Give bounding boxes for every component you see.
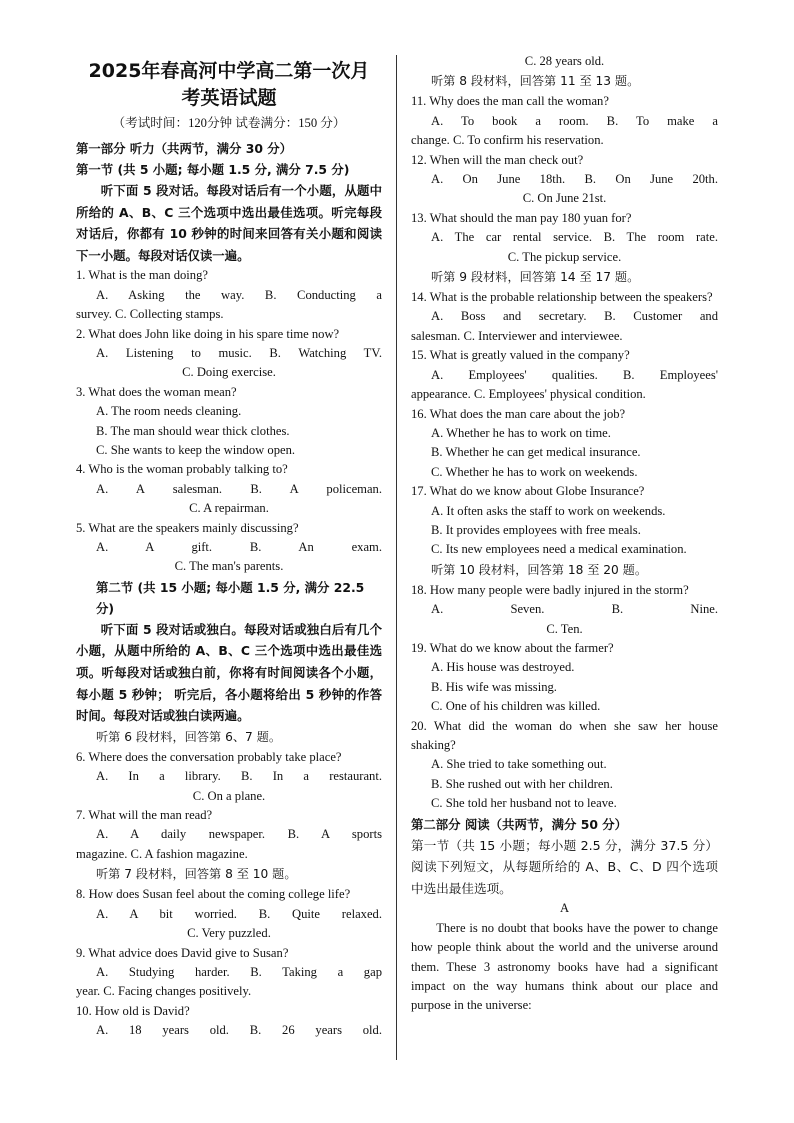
question-7-options-cont: magazine. C. A fashion magazine.: [76, 846, 248, 861]
question-13-options: A. The car rental service. B. The room rate.: [431, 230, 718, 245]
question-11-options-cont: change. C. To confirm his reservation.: [411, 133, 604, 148]
material-7-intro: 听第 7 段材料，回答第 8 至 10 题。: [96, 867, 297, 882]
question-18-option-c: C. Ten.: [546, 621, 583, 636]
question-10-options: A. 18 years old. B. 26 years old.: [96, 1023, 382, 1038]
question-5-option-c: C. The man's parents.: [174, 559, 284, 574]
question-11: 11. Why does the man call the woman?: [411, 94, 609, 109]
question-20-option-a: A. She tried to take something out.: [431, 757, 607, 772]
question-2-option-c: C. Doing exercise.: [182, 365, 276, 380]
question-17-option-c: C. Its new employees need a medical examination.: [431, 542, 687, 557]
part2-heading: 第二部分 阅读（共两节，满分 50 分）: [411, 816, 628, 832]
question-19: 19. What do we know about the farmer?: [411, 640, 614, 655]
question-12-option-c: C. On June 21st.: [522, 191, 607, 206]
question-13-option-c: C. The pickup service.: [507, 249, 622, 264]
question-12: 12. When will the man check out?: [411, 152, 584, 167]
question-4-option-c: C. A repairman.: [189, 501, 269, 516]
question-1-options: A. Asking the way. B. Conducting a: [96, 287, 382, 302]
question-18-options: A. Seven. B. Nine.: [431, 602, 718, 617]
question-19-option-a: A. His house was destroyed.: [431, 660, 575, 675]
question-5-options: A. A gift. B. An exam.: [96, 540, 382, 555]
question-3: 3. What does the woman mean?: [76, 384, 237, 399]
passage-a-text: There is no doubt that books have the power to change how people think about the world and the universe around them. These 3 astronomy books have had a significant impact on the way humans think about our place and purpose in the universe:: [411, 920, 718, 1013]
right-column: [411, 52, 718, 1016]
question-3-option-a: A. The room needs cleaning.: [96, 404, 242, 419]
question-5: 5. What are the speakers mainly discussing?: [76, 520, 299, 535]
question-12-options: A. On June 18th. B. On June 20th.: [431, 172, 718, 187]
question-2: 2. What does John like doing in his spare time now?: [76, 326, 340, 341]
material-6-intro: 听第 6 段材料，回答第 6、7 题。: [96, 729, 282, 744]
part1-sec1-heading: 第一节 (共 5 小题; 每小题 1.5 分, 满分 7.5 分): [76, 162, 350, 177]
part2-sec1-heading: 第一节（共 15 小题；每小题 2.5 分，满分 37.5 分）阅读下列短文，从每题所给的 A、B、C、D 四个选项中选出最佳选项。: [411, 837, 718, 896]
part1-sec2-instructions: 听下面 5 段对话或独白。每段对话或独白后有几个小题，从题中所给的 A、B、C 三个选项中选出最佳选项。听每段对话或独白前，你将有时间阅读各个小题，每小题 5 秒钟； 听完后，各小题将给出 5 秒钟的作答时间。每段对话或独白读两遍。: [76, 621, 382, 724]
question-7-options: A. A daily newspaper. B. A sports: [96, 827, 382, 842]
question-19-option-b: B. His wife was missing.: [431, 679, 557, 694]
material-9-intro: 听第 9 段材料，回答第 14 至 17 题。: [431, 270, 640, 285]
question-2-options: A. Listening to music. B. Watching TV.: [96, 346, 382, 360]
part1-sec1-instructions: 听下面 5 段对话。每段对话后有一个小题，从题中所给的 A、B、C 三个选项中选出最佳选项。听完每段对话后，你都有 10 秒钟的时间来回答有关小题和阅读下一小题。每段对话仅读一遍。: [76, 183, 382, 263]
question-16-option-c: C. Whether he has to work on weekends.: [431, 464, 638, 479]
question-17: 17. What do we know about Globe Insurance?: [411, 484, 645, 499]
question-16-option-b: B. Whether he can get medical insurance.: [431, 445, 641, 460]
question-14-options: A. Boss and secretary. B. Customer and: [431, 309, 718, 324]
question-6-option-c: C. On a plane.: [192, 788, 266, 803]
question-20-option-c: C. She told her husband not to leave.: [431, 796, 617, 811]
question-10-option-c: C. 28 years old.: [524, 54, 605, 68]
question-13: 13. What should the man pay 180 yuan for?: [411, 210, 632, 225]
part1-sec2-heading: 第二节 (共 15 小题; 每小题 1.5 分, 满分 22.5 分): [96, 579, 365, 616]
question-1: 1. What is the man doing?: [76, 268, 208, 283]
question-15: 15. What is greatly valued in the company?: [411, 348, 630, 363]
question-18: 18. How many people were badly injured in the storm?: [411, 582, 689, 597]
question-15-options-cont: appearance. C. Employees' physical condition.: [411, 387, 646, 402]
material-10-intro: 听第 10 段材料，回答第 18 至 20 题。: [431, 562, 648, 577]
question-3-option-b: B. The man should wear thick clothes.: [96, 423, 290, 438]
question-3-option-c: C. She wants to keep the window open.: [96, 443, 296, 458]
question-16-option-a: A. Whether he has to work on time.: [431, 425, 611, 440]
question-8-option-c: C. Very puzzled.: [187, 926, 271, 941]
part1-heading: 第一部分 听力（共两节，满分 30 分）: [76, 141, 293, 156]
question-20-option-b: B. She rushed out with her children.: [431, 776, 613, 791]
exam-title-line2: 考英语试题: [181, 87, 277, 109]
question-14: 14. What is the probable relationship between the speakers?: [411, 290, 713, 305]
exam-title-line1: 2025年春高河中学高二第一次月: [88, 60, 370, 82]
question-14-options-cont: salesman. C. Interviewer and interviewee.: [411, 328, 623, 343]
question-17-option-b: B. It provides employees with free meals.: [431, 522, 641, 537]
question-8: 8. How does Susan feel about the coming college life?: [76, 887, 351, 902]
question-16: 16. What does the man care about the job?: [411, 406, 626, 421]
question-17-option-a: A. It often asks the staff to work on weekends.: [431, 503, 666, 518]
question-4-options: A. A salesman. B. A policeman.: [96, 481, 382, 496]
question-4: 4. Who is the woman probably talking to?: [76, 462, 288, 477]
question-6: 6. Where does the conversation probably take place?: [76, 749, 342, 764]
question-15-options: A. Employees' qualities. B. Employees': [431, 367, 718, 382]
question-7: 7. What will the man read?: [76, 808, 213, 823]
question-1-options-cont: survey. C. Collecting stamps.: [76, 307, 224, 322]
question-9-options-cont: year. C. Facing changes positively.: [76, 984, 252, 999]
question-20: 20. What did the woman do when she saw her house shaking?: [411, 718, 718, 752]
question-9: 9. What advice does David give to Susan?: [76, 945, 289, 960]
material-8-intro: 听第 8 段材料，回答第 11 至 13 题。: [431, 74, 640, 89]
question-10: 10. How old is David?: [76, 1003, 190, 1018]
exam-subtitle: （考试时间：120分钟 试卷满分：150 分）: [112, 116, 346, 130]
question-9-options: A. Studying harder. B. Taking a gap: [96, 964, 382, 979]
question-11-options: A. To book a room. B. To make a: [431, 113, 718, 128]
question-6-options: A. In a library. B. In a restaurant.: [96, 769, 382, 784]
column-divider: [396, 55, 397, 1060]
passage-a-letter: A: [559, 901, 570, 916]
left-column: [76, 52, 382, 1041]
question-19-option-c: C. One of his children was killed.: [431, 699, 601, 714]
question-8-options: A. A bit worried. B. Quite relaxed.: [96, 906, 382, 921]
